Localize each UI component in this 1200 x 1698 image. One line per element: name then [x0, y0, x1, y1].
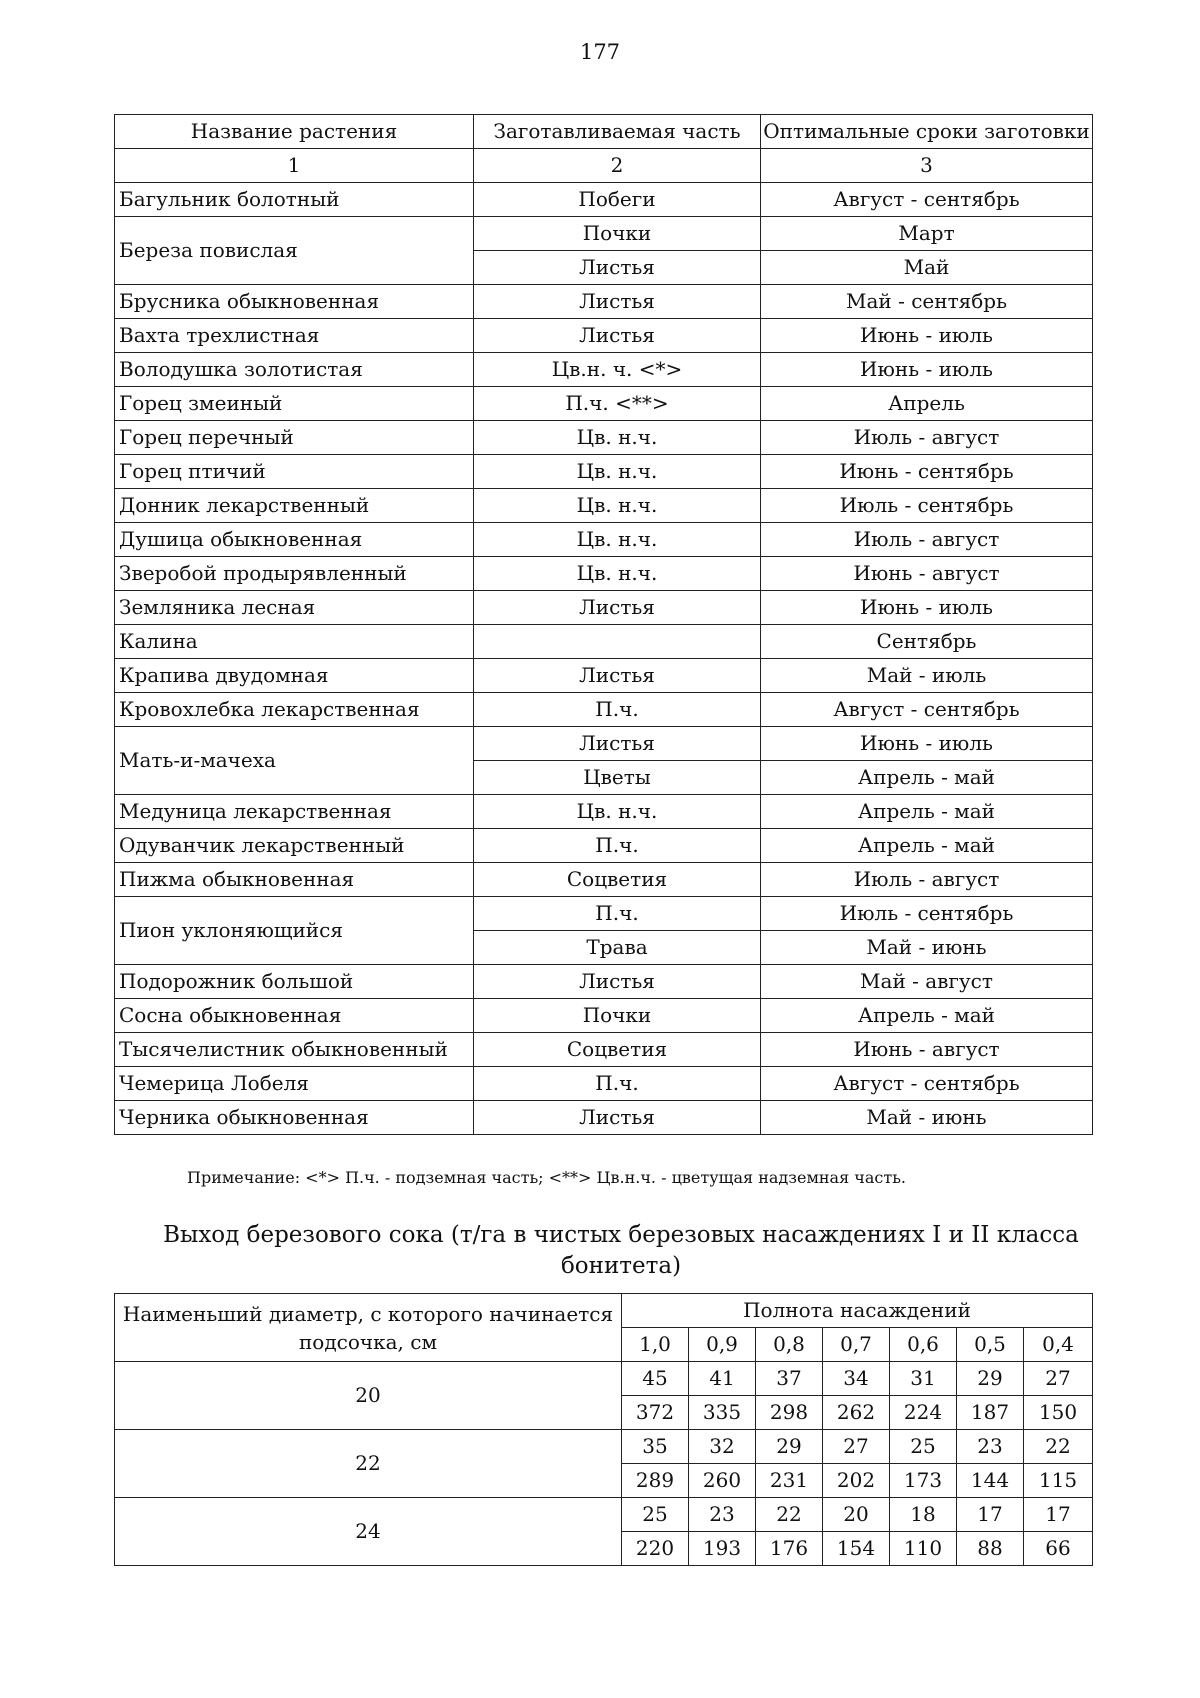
header-plant-name: Название растения — [115, 115, 474, 149]
harvest-period-cell: Апрель — [761, 387, 1093, 421]
sap-value-cell: 27 — [823, 1430, 890, 1464]
table-row — [115, 557, 1093, 591]
harvest-period-cell: Июнь - июль — [761, 353, 1093, 387]
table-row — [115, 625, 1093, 659]
table-row — [115, 965, 1093, 999]
harvested-part-cell: Цв. н.ч. — [474, 795, 761, 829]
sap-value-cell: 220 — [622, 1532, 689, 1566]
plant-name-cell: Душица обыкновенная — [115, 523, 474, 557]
harvested-part-cell: Цв.н. ч. <*> — [474, 353, 761, 387]
plant-name-cell: Крапива двудомная — [115, 659, 474, 693]
table-row — [115, 489, 1093, 523]
density-value-header: 0,5 — [957, 1328, 1024, 1362]
header-harvest-period: Оптимальные сроки заготовки — [761, 115, 1093, 149]
table-row — [115, 183, 1093, 217]
sap-value-cell: 115 — [1024, 1464, 1093, 1498]
sap-title-line: Выход березового сока (т/га в чистых березовых насаждениях I и II класса — [163, 1222, 1079, 1248]
sap-header-row — [115, 1294, 1093, 1328]
table-row — [115, 319, 1093, 353]
sap-value-cell: 25 — [890, 1430, 957, 1464]
harvested-part-cell: Листья — [474, 659, 761, 693]
table-row — [115, 829, 1093, 863]
sap-value-cell: 298 — [756, 1396, 823, 1430]
sap-table-row — [115, 1362, 1093, 1396]
harvested-part-cell: П.ч. — [474, 897, 761, 931]
plant-name-cell: Вахта трехлистная — [115, 319, 474, 353]
harvested-part-cell: Листья — [474, 727, 761, 761]
harvested-part-cell: Цв. н.ч. — [474, 523, 761, 557]
plant-name-cell: Черника обыкновенная — [115, 1101, 474, 1135]
plant-name-cell: Сосна обыкновенная — [115, 999, 474, 1033]
sap-value-cell: 37 — [756, 1362, 823, 1396]
plant-name-cell: Тысячелистник обыкновенный — [115, 1033, 474, 1067]
harvested-part-cell: Листья — [474, 965, 761, 999]
plant-name-cell: Багульник болотный — [115, 183, 474, 217]
plant-name-cell: Горец змеиный — [115, 387, 474, 421]
density-value-header: 0,9 — [689, 1328, 756, 1362]
sap-value-cell: 262 — [823, 1396, 890, 1430]
sap-value-cell: 22 — [1024, 1430, 1093, 1464]
table-row — [115, 659, 1093, 693]
density-header: Полнота насаждений — [622, 1294, 1093, 1328]
table-row — [115, 863, 1093, 897]
harvested-part-cell: Цв. н.ч. — [474, 489, 761, 523]
sap-value-cell: 372 — [622, 1396, 689, 1430]
sap-value-cell: 224 — [890, 1396, 957, 1430]
harvested-part-cell: Листья — [474, 1101, 761, 1135]
harvested-part-cell: Цветы — [474, 761, 761, 795]
table-row — [115, 693, 1093, 727]
sap-value-cell: 29 — [756, 1430, 823, 1464]
harvested-part-cell: П.ч. — [474, 1067, 761, 1101]
plant-name-cell: Медуница лекарственная — [115, 795, 474, 829]
harvested-part-cell: Листья — [474, 251, 761, 285]
table-row — [115, 1067, 1093, 1101]
density-value-header: 0,7 — [823, 1328, 890, 1362]
sap-value-cell: 22 — [756, 1498, 823, 1532]
column-number-row — [115, 149, 1093, 183]
plant-name-cell: Одуванчик лекарственный — [115, 829, 474, 863]
plant-name-cell: Кровохлебка лекарственная — [115, 693, 474, 727]
diameter-cell: 20 — [115, 1362, 622, 1430]
table-row — [115, 897, 1093, 931]
sap-value-cell: 17 — [957, 1498, 1024, 1532]
sap-value-cell: 41 — [689, 1362, 756, 1396]
table-row — [115, 217, 1093, 251]
diameter-cell: 22 — [115, 1430, 622, 1498]
harvest-period-cell: Июнь - июль — [761, 319, 1093, 353]
header-harvested-part: Заготавливаемая часть — [474, 115, 761, 149]
harvest-period-cell: Апрель - май — [761, 829, 1093, 863]
harvested-part-cell: Цв. н.ч. — [474, 557, 761, 591]
harvested-part-cell: Цв. н.ч. — [474, 421, 761, 455]
sap-value-cell: 18 — [890, 1498, 957, 1532]
sap-value-cell: 289 — [622, 1464, 689, 1498]
sap-value-cell: 88 — [957, 1532, 1024, 1566]
table-row — [115, 591, 1093, 625]
plant-name-cell: Горец птичий — [115, 455, 474, 489]
plants-table-body — [115, 115, 1093, 1135]
harvest-period-cell: Июль - август — [761, 421, 1093, 455]
harvest-period-cell: Июнь - август — [761, 1033, 1093, 1067]
harvested-part-cell: Побеги — [474, 183, 761, 217]
harvest-period-cell: Апрель - май — [761, 761, 1093, 795]
sap-value-cell: 260 — [689, 1464, 756, 1498]
table-row — [115, 421, 1093, 455]
harvested-part-cell: Соцветия — [474, 1033, 761, 1067]
sap-value-cell: 193 — [689, 1532, 756, 1566]
plant-name-cell: Брусника обыкновенная — [115, 285, 474, 319]
harvest-period-cell: Май — [761, 251, 1093, 285]
sap-value-cell: 176 — [756, 1532, 823, 1566]
density-value-header: 1,0 — [622, 1328, 689, 1362]
harvest-period-cell: Май - июнь — [761, 1101, 1093, 1135]
sap-value-cell: 27 — [1024, 1362, 1093, 1396]
harvest-period-cell: Август - сентябрь — [761, 693, 1093, 727]
harvest-period-cell: Март — [761, 217, 1093, 251]
sap-table-title — [150, 1220, 1092, 1282]
harvested-part-cell: П.ч. — [474, 829, 761, 863]
harvest-period-cell: Июнь - июль — [761, 591, 1093, 625]
plant-name-cell: Горец перечный — [115, 421, 474, 455]
table-row — [115, 1033, 1093, 1067]
density-value-header: 0,4 — [1024, 1328, 1093, 1362]
harvested-part-cell: П.ч. — [474, 693, 761, 727]
sap-value-cell: 202 — [823, 1464, 890, 1498]
sap-value-cell: 23 — [689, 1498, 756, 1532]
harvest-period-cell: Июль - сентябрь — [761, 489, 1093, 523]
sap-value-cell: 66 — [1024, 1532, 1093, 1566]
harvest-period-cell: Апрель - май — [761, 999, 1093, 1033]
harvested-part-cell: П.ч. <**> — [474, 387, 761, 421]
sap-value-cell: 335 — [689, 1396, 756, 1430]
plant-name-cell: Чемерица Лобеля — [115, 1067, 474, 1101]
sap-value-cell: 150 — [1024, 1396, 1093, 1430]
column-number: 1 — [115, 149, 474, 183]
harvested-part-cell — [474, 625, 761, 659]
sap-value-cell: 110 — [890, 1532, 957, 1566]
sap-value-cell: 29 — [957, 1362, 1024, 1396]
harvest-period-cell: Июнь - июль — [761, 727, 1093, 761]
harvest-period-cell: Август - сентябрь — [761, 183, 1093, 217]
harvest-period-cell: Июль - август — [761, 523, 1093, 557]
plant-name-cell: Подорожник большой — [115, 965, 474, 999]
plant-name-cell: Пион уклоняющийся — [115, 897, 474, 965]
table-row — [115, 727, 1093, 761]
sap-value-cell: 231 — [756, 1464, 823, 1498]
sap-table-body — [115, 1294, 1093, 1566]
harvest-period-cell: Май - сентябрь — [761, 285, 1093, 319]
plants-harvest-table — [114, 114, 1093, 1135]
sap-value-cell: 35 — [622, 1430, 689, 1464]
table-row — [115, 523, 1093, 557]
harvest-period-cell: Май - июнь — [761, 931, 1093, 965]
harvested-part-cell: Листья — [474, 285, 761, 319]
sap-title-line: бонитета) — [560, 1253, 682, 1279]
sap-value-cell: 144 — [957, 1464, 1024, 1498]
harvested-part-cell: Трава — [474, 931, 761, 965]
sap-table-row — [115, 1430, 1093, 1464]
sap-value-cell: 20 — [823, 1498, 890, 1532]
sap-value-cell: 45 — [622, 1362, 689, 1396]
harvest-period-cell: Июль - август — [761, 863, 1093, 897]
harvest-period-cell: Июнь - август — [761, 557, 1093, 591]
harvest-period-cell: Август - сентябрь — [761, 1067, 1093, 1101]
harvested-part-cell: Листья — [474, 319, 761, 353]
plant-name-cell: Береза повислая — [115, 217, 474, 285]
plant-name-cell: Мать-и-мачеха — [115, 727, 474, 795]
harvest-period-cell: Сентябрь — [761, 625, 1093, 659]
sap-value-cell: 154 — [823, 1532, 890, 1566]
diameter-header: Наименьший диаметр, с которого начинается подсочка, см — [115, 1294, 622, 1362]
harvest-period-cell: Апрель - май — [761, 795, 1093, 829]
header-row — [115, 115, 1093, 149]
sap-value-cell: 173 — [890, 1464, 957, 1498]
harvest-period-cell: Май - август — [761, 965, 1093, 999]
sap-value-cell: 23 — [957, 1430, 1024, 1464]
harvest-period-cell: Июнь - сентябрь — [761, 455, 1093, 489]
plant-name-cell: Володушка золотистая — [115, 353, 474, 387]
birch-sap-table — [114, 1293, 1093, 1566]
sap-value-cell: 34 — [823, 1362, 890, 1396]
harvested-part-cell: Почки — [474, 217, 761, 251]
sap-value-cell: 32 — [689, 1430, 756, 1464]
plant-name-cell: Калина — [115, 625, 474, 659]
column-number: 3 — [761, 149, 1093, 183]
table-row — [115, 455, 1093, 489]
sap-value-cell: 187 — [957, 1396, 1024, 1430]
plant-name-cell: Пижма обыкновенная — [115, 863, 474, 897]
plant-name-cell: Донник лекарственный — [115, 489, 474, 523]
plant-name-cell: Земляника лесная — [115, 591, 474, 625]
sap-value-cell: 31 — [890, 1362, 957, 1396]
harvested-part-cell: Листья — [474, 591, 761, 625]
table-row — [115, 387, 1093, 421]
density-value-header: 0,8 — [756, 1328, 823, 1362]
sap-value-cell: 25 — [622, 1498, 689, 1532]
table-row — [115, 999, 1093, 1033]
column-number: 2 — [474, 149, 761, 183]
harvest-period-cell: Июль - сентябрь — [761, 897, 1093, 931]
density-value-header: 0,6 — [890, 1328, 957, 1362]
sap-value-cell: 17 — [1024, 1498, 1093, 1532]
diameter-cell: 24 — [115, 1498, 622, 1566]
sap-table-row — [115, 1498, 1093, 1532]
harvested-part-cell: Соцветия — [474, 863, 761, 897]
harvested-part-cell: Почки — [474, 999, 761, 1033]
page-number: 177 — [579, 40, 621, 64]
harvested-part-cell: Цв. н.ч. — [474, 455, 761, 489]
table-row — [115, 285, 1093, 319]
table-footnote: Примечание: <*> П.ч. - подземная часть; <**> Цв.н.ч. - цветущая надземная часть. — [187, 1168, 906, 1187]
table-row — [115, 353, 1093, 387]
harvest-period-cell: Май - июль — [761, 659, 1093, 693]
table-row — [115, 795, 1093, 829]
plant-name-cell: Зверобой продырявленный — [115, 557, 474, 591]
table-row — [115, 1101, 1093, 1135]
